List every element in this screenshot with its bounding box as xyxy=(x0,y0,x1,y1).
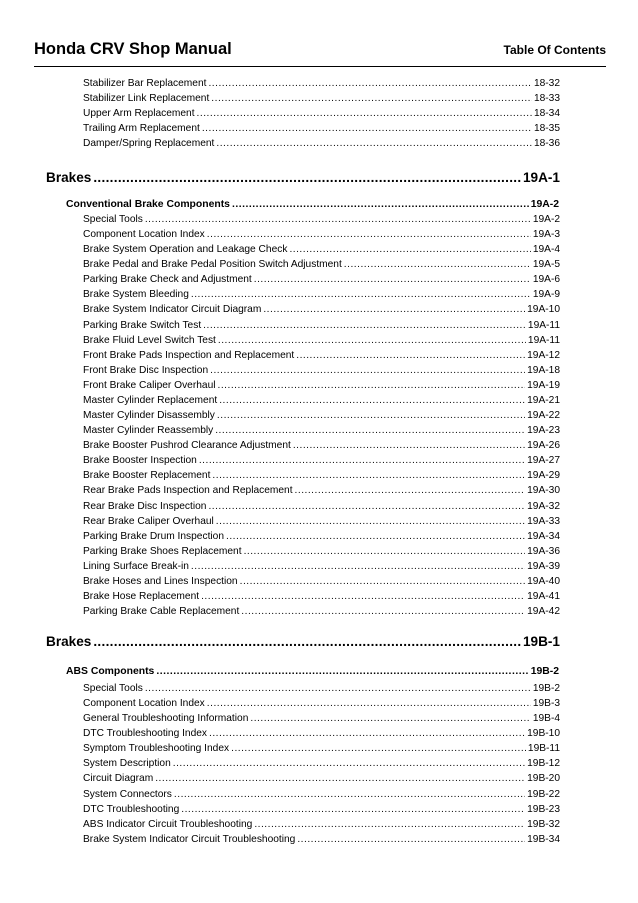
toc-page-number: 19B-32 xyxy=(527,818,560,830)
dot-leader xyxy=(197,108,532,119)
toc-entry-title: Brake Booster Inspection xyxy=(83,455,197,467)
toc-entry-title: Parking Brake Cable Replacement xyxy=(83,606,240,618)
toc-entry[interactable] xyxy=(83,501,560,516)
toc-page-number: 18-36 xyxy=(533,138,560,150)
toc-entry[interactable] xyxy=(83,698,560,713)
toc-entry-title: Parking Brake Switch Test xyxy=(83,319,202,331)
toc-entry-title: Brake System Bleeding xyxy=(83,289,189,301)
toc-page-number: 18-32 xyxy=(533,78,560,89)
toc-entry-title: Conventional Brake Components xyxy=(66,199,230,210)
toc-page-number: 19B-23 xyxy=(527,803,560,815)
toc-page-number: 19A-18 xyxy=(527,364,560,376)
toc-page-number: 19A-1 xyxy=(522,170,560,185)
toc-entry-title: Rear Brake Caliper Overhaul xyxy=(83,515,214,527)
dot-leader xyxy=(173,758,525,769)
toc-page-number: 19A-9 xyxy=(532,289,560,301)
toc-entry-title: Brakes xyxy=(46,170,92,185)
toc-page-number: 19A-10 xyxy=(527,304,560,316)
dot-leader xyxy=(156,666,528,677)
toc-page-number: 19A-26 xyxy=(527,440,560,452)
toc-entry-title: General Troubleshooting Information xyxy=(83,713,249,725)
toc-entry-title: Master Cylinder Replacement xyxy=(83,394,218,406)
toc-entry-title: Brake Hoses and Lines Inspection xyxy=(83,575,238,587)
toc-entry-title: Symptom Troubleshooting Index xyxy=(83,743,230,755)
dot-leader xyxy=(191,561,525,572)
dot-leader xyxy=(244,546,526,557)
toc-entry-title: Parking Brake Shoes Replacement xyxy=(83,545,242,557)
dot-leader xyxy=(211,93,532,104)
page-header xyxy=(34,40,606,59)
toc-entry[interactable] xyxy=(83,470,560,485)
toc-entry[interactable] xyxy=(83,78,560,93)
dot-leader xyxy=(218,335,526,346)
toc-chapter[interactable] xyxy=(46,634,560,654)
toc-entry[interactable] xyxy=(83,320,560,335)
toc-entry[interactable] xyxy=(83,576,560,591)
toc-entry-title: Rear Brake Disc Inspection xyxy=(83,500,207,512)
toc-entry[interactable] xyxy=(83,244,560,259)
toc-entry-title: Lining Surface Break-in xyxy=(83,560,189,572)
toc-entry-title: Component Location Index xyxy=(83,698,205,710)
toc-entry[interactable] xyxy=(83,561,560,576)
toc-entry-title: Front Brake Caliper Overhaul xyxy=(83,379,216,391)
toc-page-number: 19A-12 xyxy=(527,349,560,361)
toc-entry[interactable] xyxy=(83,758,560,773)
dot-leader xyxy=(218,380,526,391)
toc-entry[interactable] xyxy=(83,819,560,834)
toc-page-number: 19B-11 xyxy=(527,743,560,755)
toc-entry[interactable] xyxy=(83,455,560,470)
toc-entry[interactable] xyxy=(83,440,560,455)
toc-entry[interactable] xyxy=(83,259,560,274)
dot-leader xyxy=(174,789,525,800)
toc-page-number: 19B-2 xyxy=(532,683,560,694)
toc-entry-title: Front Brake Pads Inspection and Replacement xyxy=(83,349,295,361)
toc-entry[interactable] xyxy=(83,410,560,425)
toc-entry[interactable] xyxy=(83,425,560,440)
dot-leader xyxy=(232,199,529,210)
toc-page-number: 19B-22 xyxy=(527,788,560,800)
toc-entry-title: Brake Pedal and Brake Pedal Position Switch Adjustment xyxy=(83,259,342,271)
toc-entry-title: Special Tools xyxy=(83,214,143,225)
dot-leader xyxy=(215,425,525,436)
toc-page-number: 18-33 xyxy=(533,93,560,105)
toc-entry-title: DTC Troubleshooting Index xyxy=(83,728,208,740)
toc-entry[interactable] xyxy=(83,546,560,561)
dot-leader xyxy=(201,591,525,602)
toc-page-number: 19B-12 xyxy=(527,758,560,770)
toc-page-number: 19A-11 xyxy=(527,319,560,331)
toc-entry-title: System Description xyxy=(83,758,171,770)
toc-page-number: 19A-6 xyxy=(532,274,560,286)
dot-leader xyxy=(216,138,532,149)
toc-page-number: 19A-42 xyxy=(527,606,560,618)
dot-leader xyxy=(207,229,531,240)
toc-entry[interactable] xyxy=(83,274,560,289)
toc-page-number: 18-35 xyxy=(533,123,560,135)
toc-page-number: 19A-2 xyxy=(530,199,559,210)
dot-leader xyxy=(289,244,530,255)
toc-page-number: 19B-1 xyxy=(522,634,560,649)
toc-entry[interactable] xyxy=(83,728,560,743)
toc-entry[interactable] xyxy=(83,804,560,819)
toc-page-number: 19B-4 xyxy=(532,713,560,725)
toc-page-number: 19A-32 xyxy=(527,500,560,512)
toc-entry[interactable] xyxy=(83,335,560,350)
toc-page-number: 19A-19 xyxy=(527,379,560,391)
toc-page-number: 19A-39 xyxy=(527,560,560,572)
toc-entry[interactable] xyxy=(83,683,560,698)
toc-page-number: 19B-20 xyxy=(527,773,560,785)
toc-page-number: 19A-3 xyxy=(532,229,560,241)
dot-leader xyxy=(155,773,525,784)
dot-leader xyxy=(263,304,525,315)
dot-leader xyxy=(254,819,525,830)
toc-entry-title: Brakes xyxy=(46,634,92,649)
toc-entry[interactable] xyxy=(83,743,560,758)
dot-leader xyxy=(207,698,531,709)
toc-chapter[interactable] xyxy=(46,170,560,190)
toc-entry-title: Parking Brake Drum Inspection xyxy=(83,530,224,542)
toc-entry-title: Special Tools xyxy=(83,683,143,694)
dot-leader xyxy=(191,289,531,300)
manual-title: Honda CRV Shop Manual xyxy=(34,40,232,58)
dot-leader xyxy=(199,455,525,466)
dot-leader xyxy=(202,123,532,134)
toc-entry-title: Master Cylinder Reassembly xyxy=(83,425,214,437)
dot-leader xyxy=(217,410,525,421)
toc-page-number: 19B-34 xyxy=(527,833,560,845)
dot-leader xyxy=(296,350,525,361)
toc-entry-title: Brake Fluid Level Switch Test xyxy=(83,334,216,346)
toc-page-number: 19A-29 xyxy=(527,470,560,482)
toc-page-number: 19B-3 xyxy=(532,698,560,710)
dot-leader xyxy=(145,683,531,694)
toc-page-number: 18-34 xyxy=(533,108,560,120)
toc-entry-title: ABS Indicator Circuit Troubleshooting xyxy=(83,818,253,830)
toc-entry[interactable] xyxy=(83,138,560,153)
dot-leader xyxy=(226,531,525,542)
toc-entry[interactable] xyxy=(83,304,560,319)
toc-entry-title: Brake System Operation and Leakage Check xyxy=(83,244,288,256)
toc-entry[interactable] xyxy=(83,289,560,304)
toc-entry-title: System Connectors xyxy=(83,788,172,800)
toc-entry-title: DTC Troubleshooting xyxy=(83,803,180,815)
toc-entry-title: Master Cylinder Disassembly xyxy=(83,410,215,422)
toc-entry-title: Damper/Spring Replacement xyxy=(83,138,215,150)
section-title: Table Of Contents xyxy=(503,43,606,57)
dot-leader xyxy=(295,485,526,496)
toc-page-number: 19A-2 xyxy=(532,214,560,225)
dot-leader xyxy=(208,78,531,89)
toc-page-number: 19A-11 xyxy=(527,334,560,346)
toc-entry-title: Brake System Indicator Circuit Troubleshooting xyxy=(83,833,296,845)
toc-entry-title: Brake Hose Replacement xyxy=(83,591,200,602)
toc-entry[interactable] xyxy=(83,350,560,365)
toc-entry[interactable] xyxy=(83,485,560,500)
toc-entry[interactable] xyxy=(83,591,560,606)
toc-entry-title: Stabilizer Bar Replacement xyxy=(83,78,207,89)
toc-page-number: 19A-34 xyxy=(527,530,560,542)
dot-leader xyxy=(240,576,526,587)
toc-entry[interactable] xyxy=(83,789,560,804)
toc-entry[interactable] xyxy=(83,123,560,138)
toc-entry[interactable] xyxy=(83,214,560,229)
toc-page-number: 19A-23 xyxy=(527,425,560,437)
toc-page-number: 19A-22 xyxy=(527,410,560,422)
toc-page-number: 19A-40 xyxy=(527,575,560,587)
toc-entry[interactable] xyxy=(83,713,560,728)
toc-entry[interactable] xyxy=(83,516,560,531)
toc-entry[interactable] xyxy=(83,531,560,546)
dot-leader xyxy=(219,395,525,406)
dot-leader xyxy=(216,516,525,527)
toc-entry-title: Parking Brake Check and Adjustment xyxy=(83,274,252,286)
toc-entry[interactable] xyxy=(83,229,560,244)
dot-leader xyxy=(231,743,526,754)
toc-entry-title: Stabilizer Link Replacement xyxy=(83,93,210,105)
toc-entry[interactable] xyxy=(83,365,560,380)
toc-entry-title: Brake System Indicator Circuit Diagram xyxy=(83,304,262,316)
toc-page-number: 19A-41 xyxy=(527,591,560,602)
toc-entry[interactable] xyxy=(83,395,560,410)
toc-page-number: 19A-4 xyxy=(532,244,560,256)
toc-entry-title: Rear Brake Pads Inspection and Replacement xyxy=(83,485,293,497)
toc-entry[interactable] xyxy=(83,380,560,395)
toc-entry-title: Trailing Arm Replacement xyxy=(83,123,200,135)
toc-entry-title: Component Location Index xyxy=(83,229,205,241)
toc-entry[interactable] xyxy=(83,93,560,108)
toc-page-number: 19A-21 xyxy=(527,394,560,406)
toc-entry[interactable] xyxy=(83,606,560,621)
toc-entry[interactable] xyxy=(83,834,560,849)
toc-entry[interactable] xyxy=(83,773,560,788)
dot-leader xyxy=(293,440,525,451)
dot-leader xyxy=(209,728,525,739)
toc-page-number: 19A-36 xyxy=(527,545,560,557)
toc-entry-title: Upper Arm Replacement xyxy=(83,108,195,120)
toc-entry[interactable] xyxy=(83,108,560,123)
toc-page-number: 19A-27 xyxy=(527,455,560,467)
toc-entry-title: Brake Booster Replacement xyxy=(83,470,211,482)
toc-subsection[interactable] xyxy=(66,666,559,682)
dot-leader xyxy=(93,634,521,649)
toc-page-number: 19A-30 xyxy=(527,485,560,497)
toc-page-number: 19A-33 xyxy=(527,515,560,527)
toc-page-number: 19B-10 xyxy=(527,728,560,740)
toc-entry-title: Circuit Diagram xyxy=(83,773,154,785)
toc-entry-title: Front Brake Disc Inspection xyxy=(83,364,209,376)
toc-page-number: 19A-5 xyxy=(532,259,560,271)
dot-leader xyxy=(250,713,530,724)
dot-leader xyxy=(208,501,525,512)
dot-leader xyxy=(203,320,526,331)
dot-leader xyxy=(297,834,525,845)
dot-leader xyxy=(181,804,525,815)
toc-page-number: 19B-2 xyxy=(530,666,559,677)
toc-entry-title: Brake Booster Pushrod Clearance Adjustment xyxy=(83,440,291,452)
dot-leader xyxy=(241,606,525,617)
header-divider xyxy=(34,66,606,67)
dot-leader xyxy=(210,365,525,376)
toc-subsection[interactable] xyxy=(66,199,559,215)
dot-leader xyxy=(254,274,531,285)
dot-leader xyxy=(93,170,521,185)
dot-leader xyxy=(145,214,531,225)
dot-leader xyxy=(212,470,525,481)
toc-entry-title: ABS Components xyxy=(66,666,155,677)
dot-leader xyxy=(344,259,531,270)
